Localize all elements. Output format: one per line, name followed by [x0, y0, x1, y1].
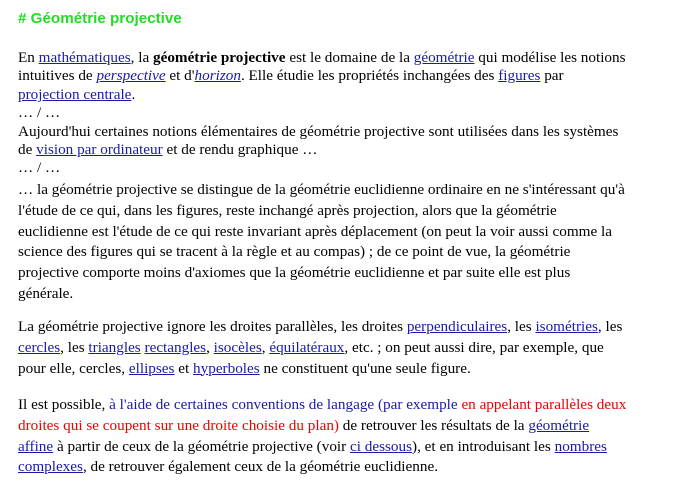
text: ne constituent qu'une seule figure. — [259, 359, 471, 377]
text: à partir de ceux de la géométrie projective (voir — [53, 437, 351, 455]
text: , les — [597, 318, 623, 335]
paragraph-3 — [18, 317, 683, 379]
text: et d' — [165, 67, 195, 85]
text: pour elle, cercles, — [18, 359, 129, 377]
text: . — [131, 85, 136, 103]
paragraph-4-line-1 — [18, 395, 688, 416]
link-rectangles[interactable]: rectangles — [144, 338, 207, 356]
paragraph-2 — [18, 180, 683, 305]
link-perspective[interactable]: perspective — [96, 67, 166, 85]
link-ci-dessous[interactable]: ci dessous — [350, 437, 413, 455]
link-geometrie[interactable]: géométrie — [413, 49, 475, 66]
intro-line-3 — [18, 86, 688, 104]
paragraph-3-line-3 — [18, 359, 683, 380]
link-isometries[interactable]: isométries — [535, 318, 598, 335]
intro-line-1 — [18, 49, 688, 67]
paragraph-3-line-1 — [18, 317, 683, 338]
link-ellipses[interactable]: ellipses — [128, 359, 175, 377]
link-mathematiques[interactable]: mathématiques — [38, 49, 131, 66]
text: , — [261, 338, 270, 356]
paragraph-3-line-2 — [18, 338, 683, 359]
link-vision-par-ordinateur[interactable]: vision par ordinateur — [36, 141, 163, 159]
text: En — [18, 49, 39, 66]
intro-line-4: Aujourd'hui certaines notions élémentaires de géométrie projective sont utilisées dans les systèmes — [18, 122, 619, 140]
link-isoceles[interactable]: isocèles — [213, 338, 262, 356]
text: La géométrie projective ignore les droites parallèles, les droites — [18, 318, 407, 335]
ellipsis-2: … / … — [18, 159, 61, 177]
text: intuitives de — [18, 67, 97, 85]
text: , — [206, 338, 214, 356]
text: qui modélise les notions — [474, 49, 626, 66]
paragraph-2-line: générale. — [18, 284, 74, 302]
text: , de retrouver également ceux de la géométrie euclidienne. — [82, 458, 438, 476]
text: , la — [130, 49, 153, 66]
text: et de rendu graphique … — [162, 141, 318, 159]
text: . Elle étudie les propriétés inchangées des — [240, 67, 499, 85]
intro-line-2 — [18, 67, 688, 85]
text: , les — [60, 338, 89, 356]
text: de — [18, 141, 37, 159]
paragraph-2-line: science des figures qui se tracent à la règle et au compas) ; de ce point de vue, la géométrie — [18, 243, 571, 261]
text: , les — [507, 318, 536, 335]
text: par — [540, 67, 564, 85]
link-figures[interactable]: figures — [498, 67, 541, 85]
link-geometrie-affine[interactable]: géométrie — [528, 416, 590, 434]
link-hyperboles[interactable]: hyperboles — [193, 359, 260, 377]
paragraph-4-line-4 — [18, 457, 688, 478]
text: et — [174, 359, 194, 377]
link-nombres-complexes[interactable]: nombres — [554, 437, 607, 455]
red-text: en appelant parallèles deux — [461, 396, 627, 413]
paragraph-4-line-2 — [18, 416, 688, 437]
ellipsis-1: … / … — [18, 104, 61, 122]
link-horizon[interactable]: horizon — [194, 67, 241, 85]
link-perpendiculaires[interactable]: perpendiculaires — [406, 318, 508, 335]
intro-line-5 — [18, 141, 688, 159]
link-equilateraux[interactable]: équilatéraux — [269, 338, 345, 356]
paragraph-4 — [18, 395, 688, 478]
bold-term: géométrie projective — [152, 49, 286, 66]
paragraph-4-line-3 — [18, 437, 688, 458]
link-projection-centrale[interactable]: projection centrale — [18, 85, 132, 103]
link-triangles[interactable]: triangles — [88, 338, 141, 356]
blue-text: à l'aide de certaines conventions de langage (par exemple — [109, 396, 462, 413]
paragraph-2-line: projective comporte moins d'axiomes que la géométrie euclidienne et par suite elle est plus — [18, 264, 571, 282]
text: Il est possible, — [18, 396, 110, 413]
text: est le domaine de la — [285, 49, 414, 66]
paragraph-2-line: … la géométrie projective se distingue de la géométrie euclidienne ordinaire en ne s'intéressant qu'à — [18, 181, 625, 198]
link-cercles[interactable]: cercles — [18, 338, 61, 356]
text: ), et en introduisant les — [412, 437, 555, 455]
text: de retrouver les résultats de la — [338, 416, 529, 434]
link-complexes[interactable]: complexes — [18, 458, 83, 476]
link-affine[interactable]: affine — [18, 437, 54, 455]
text: , etc. ; on peut aussi dire, par exemple, que — [344, 338, 604, 356]
page-title: # Géométrie projective — [18, 10, 182, 27]
red-text: droites qui se coupent sur une droite choisie du plan) — [18, 416, 339, 434]
intro-block — [18, 49, 688, 178]
paragraph-2-line: l'étude de ce qui, dans les figures, reste inchangé après projection, alors que la géométrie — [18, 201, 557, 219]
paragraph-2-line: euclidienne est l'étude de ce qui reste invariant après déplacement (on peut la voir aussi comme la — [18, 222, 612, 240]
